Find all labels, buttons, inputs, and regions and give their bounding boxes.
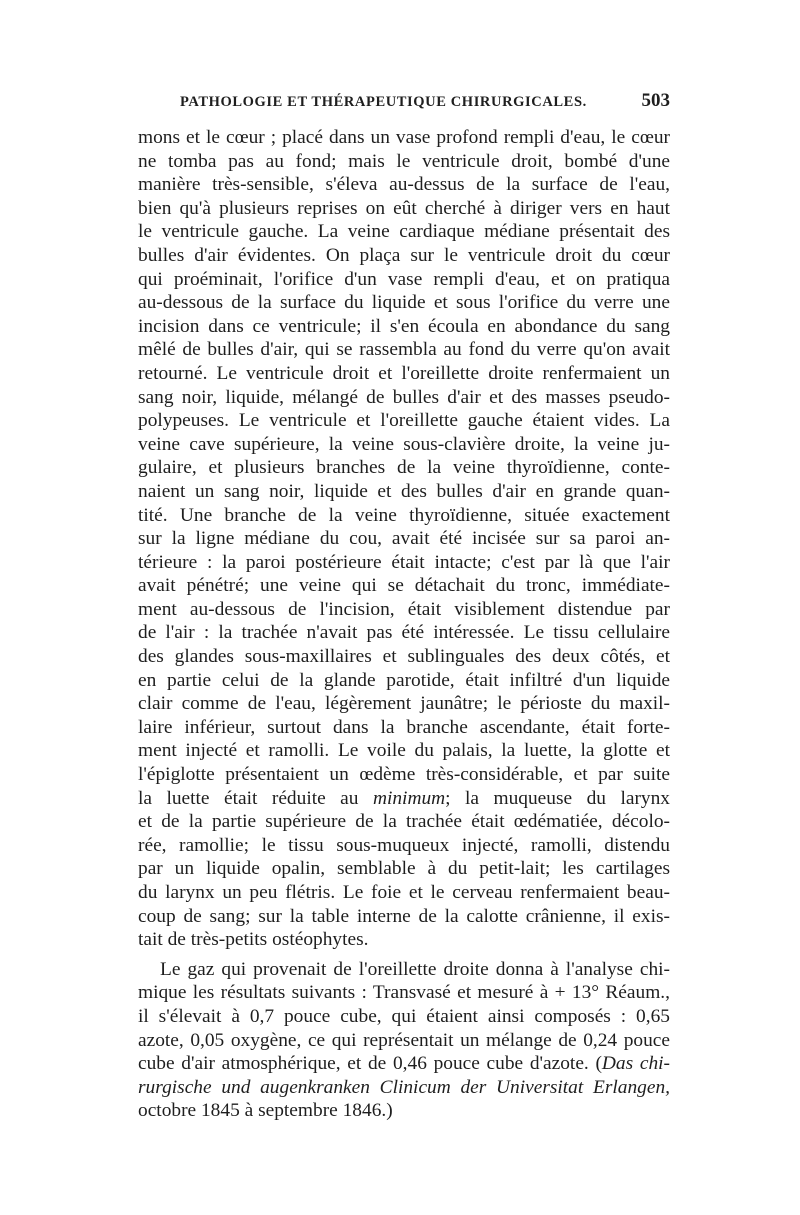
text-line: du larynx un peu flétris. Le foie et le cerveau renfermaient beau- xyxy=(138,882,670,903)
text-line: polypeuses. Le ventricule et l'oreillette gauche étaient vides. La xyxy=(138,410,670,432)
text-line: en partie celui de la glande parotide, était infiltré d'un liquide xyxy=(138,669,670,691)
text-line-part: ; la muqueuse du larynx xyxy=(445,787,670,809)
text-line: Le gaz qui provenait de l'oreillette droite donna à l'analyse chi- xyxy=(160,958,670,980)
text-line: gulaire, et plusieurs branches de la veine thyroïdienne, conte- xyxy=(138,457,670,479)
text-line: de l'air : la trachée n'avait pas été intéressée. Le tissu cellulaire xyxy=(138,622,670,644)
text-line: sur la ligne médiane du cou, avait été incisée sur sa paroi an- xyxy=(138,528,670,550)
text-line: rurgische und augenkranken Clinicum der Universitat Erlangen, xyxy=(138,1076,670,1098)
text-line: bien qu'à plusieurs reprises on eût cherché à diriger vers en haut xyxy=(138,197,670,219)
paragraph-2 xyxy=(138,958,670,1123)
text-line: tité. Une branche de la veine thyroïdienne, située exactement xyxy=(138,504,670,526)
running-title: PATHOLOGIE ET THÉRAPEUTIQUE CHIRURGICALES. xyxy=(180,94,587,110)
text-line: incision dans ce ventricule; il s'en écoula en abondance du sang xyxy=(138,315,670,337)
text-line: par un liquide opalin, semblable à du petit-lait; les cartilages xyxy=(138,858,670,880)
page-header xyxy=(138,90,670,126)
text-line-part: cube d'air atmosphérique, et de 0,46 pouce cube d'azote. ( xyxy=(138,1053,602,1075)
text-line: mique les résultats suivants : Transvasé et mesuré à + 13° Réaum., xyxy=(138,982,670,1004)
text-line: il s'élevait à 0,7 pouce cube, qui étaient ainsi composés : 0,65 xyxy=(138,1005,670,1027)
text-line-with-italic xyxy=(138,787,670,811)
page-number: 503 xyxy=(641,90,670,111)
text-line: avait pénétré; une veine qui se détachait du tronc, immédiate- xyxy=(138,575,670,597)
text-line: veine cave supérieure, la veine sous-clavière droite, la veine ju- xyxy=(138,433,670,455)
text-line: le ventricule gauche. La veine cardiaque médiane présentait des xyxy=(138,221,670,243)
paragraph-1 xyxy=(138,126,670,952)
text-line: azote, 0,05 oxygène, ce qui représentait un mélange de 0,24 pouce xyxy=(138,1029,670,1051)
text-block xyxy=(138,90,670,1123)
text-line: qui proéminait, l'orifice d'un vase rempli d'eau, et on pratiqua xyxy=(138,268,670,290)
text-line: clair comme de l'eau, légèrement jaunâtre; le périoste du maxil- xyxy=(138,693,670,715)
italic-citation: Das chi- xyxy=(601,1053,670,1075)
text-line: manière très-sensible, s'éleva au-dessus de la surface de l'eau, xyxy=(138,174,670,196)
text-line: l'épiglotte présentaient un œdème très-considérable, et par suite xyxy=(138,764,670,786)
text-line: rée, ramollie; le tissu sous-muqueux injecté, ramolli, distendu xyxy=(138,834,670,856)
text-line: coup de sang; sur la table interne de la calotte crânienne, il exis- xyxy=(138,905,670,927)
text-line: ment injecté et ramolli. Le voile du palais, la luette, la glotte et xyxy=(138,740,670,762)
text-line: naient un sang noir, liquide et des bulles d'air en grande quan- xyxy=(138,480,670,502)
text-line: retourné. Le ventricule droit et l'oreillette droite renfermaient un xyxy=(138,362,670,384)
text-line: ne tomba pas au fond; mais le ventricule droit, bombé d'une xyxy=(138,150,670,172)
text-line: mons et le cœur ; placé dans un vase profond rempli d'eau, le cœur xyxy=(138,127,670,148)
text-line: mêlé de bulles d'air, qui se rassembla au fond du verre qu'on avait xyxy=(138,339,670,361)
text-line: tait de très-petits ostéophytes. xyxy=(138,929,369,951)
text-line-part: la luette était réduite au xyxy=(138,787,373,809)
text-line: laire inférieur, surtout dans la branche ascendante, était forte- xyxy=(138,716,670,738)
text-line: octobre 1845 à septembre 1846.) xyxy=(138,1100,393,1122)
italic-word: minimum xyxy=(372,787,446,809)
text-line: ment au-dessous de l'incision, était visiblement distendue par xyxy=(138,598,670,620)
text-line: bulles d'air évidentes. On plaça sur le ventricule droit du cœur xyxy=(138,244,670,266)
text-line: sang noir, liquide, mélangé de bulles d'air et des masses pseudo- xyxy=(138,386,670,408)
text-line: au-dessous de la surface du liquide et sous l'orifice du verre une xyxy=(138,292,670,314)
text-line: térieure : la paroi postérieure était intacte; c'est par là que l'air xyxy=(138,551,670,573)
text-line: des glandes sous-maxillaires et sublinguales des deux côtés, et xyxy=(138,646,670,668)
text-line: et de la partie supérieure de la trachée était œdématiée, décolo- xyxy=(138,811,670,833)
text-line-with-italic xyxy=(138,1052,670,1076)
